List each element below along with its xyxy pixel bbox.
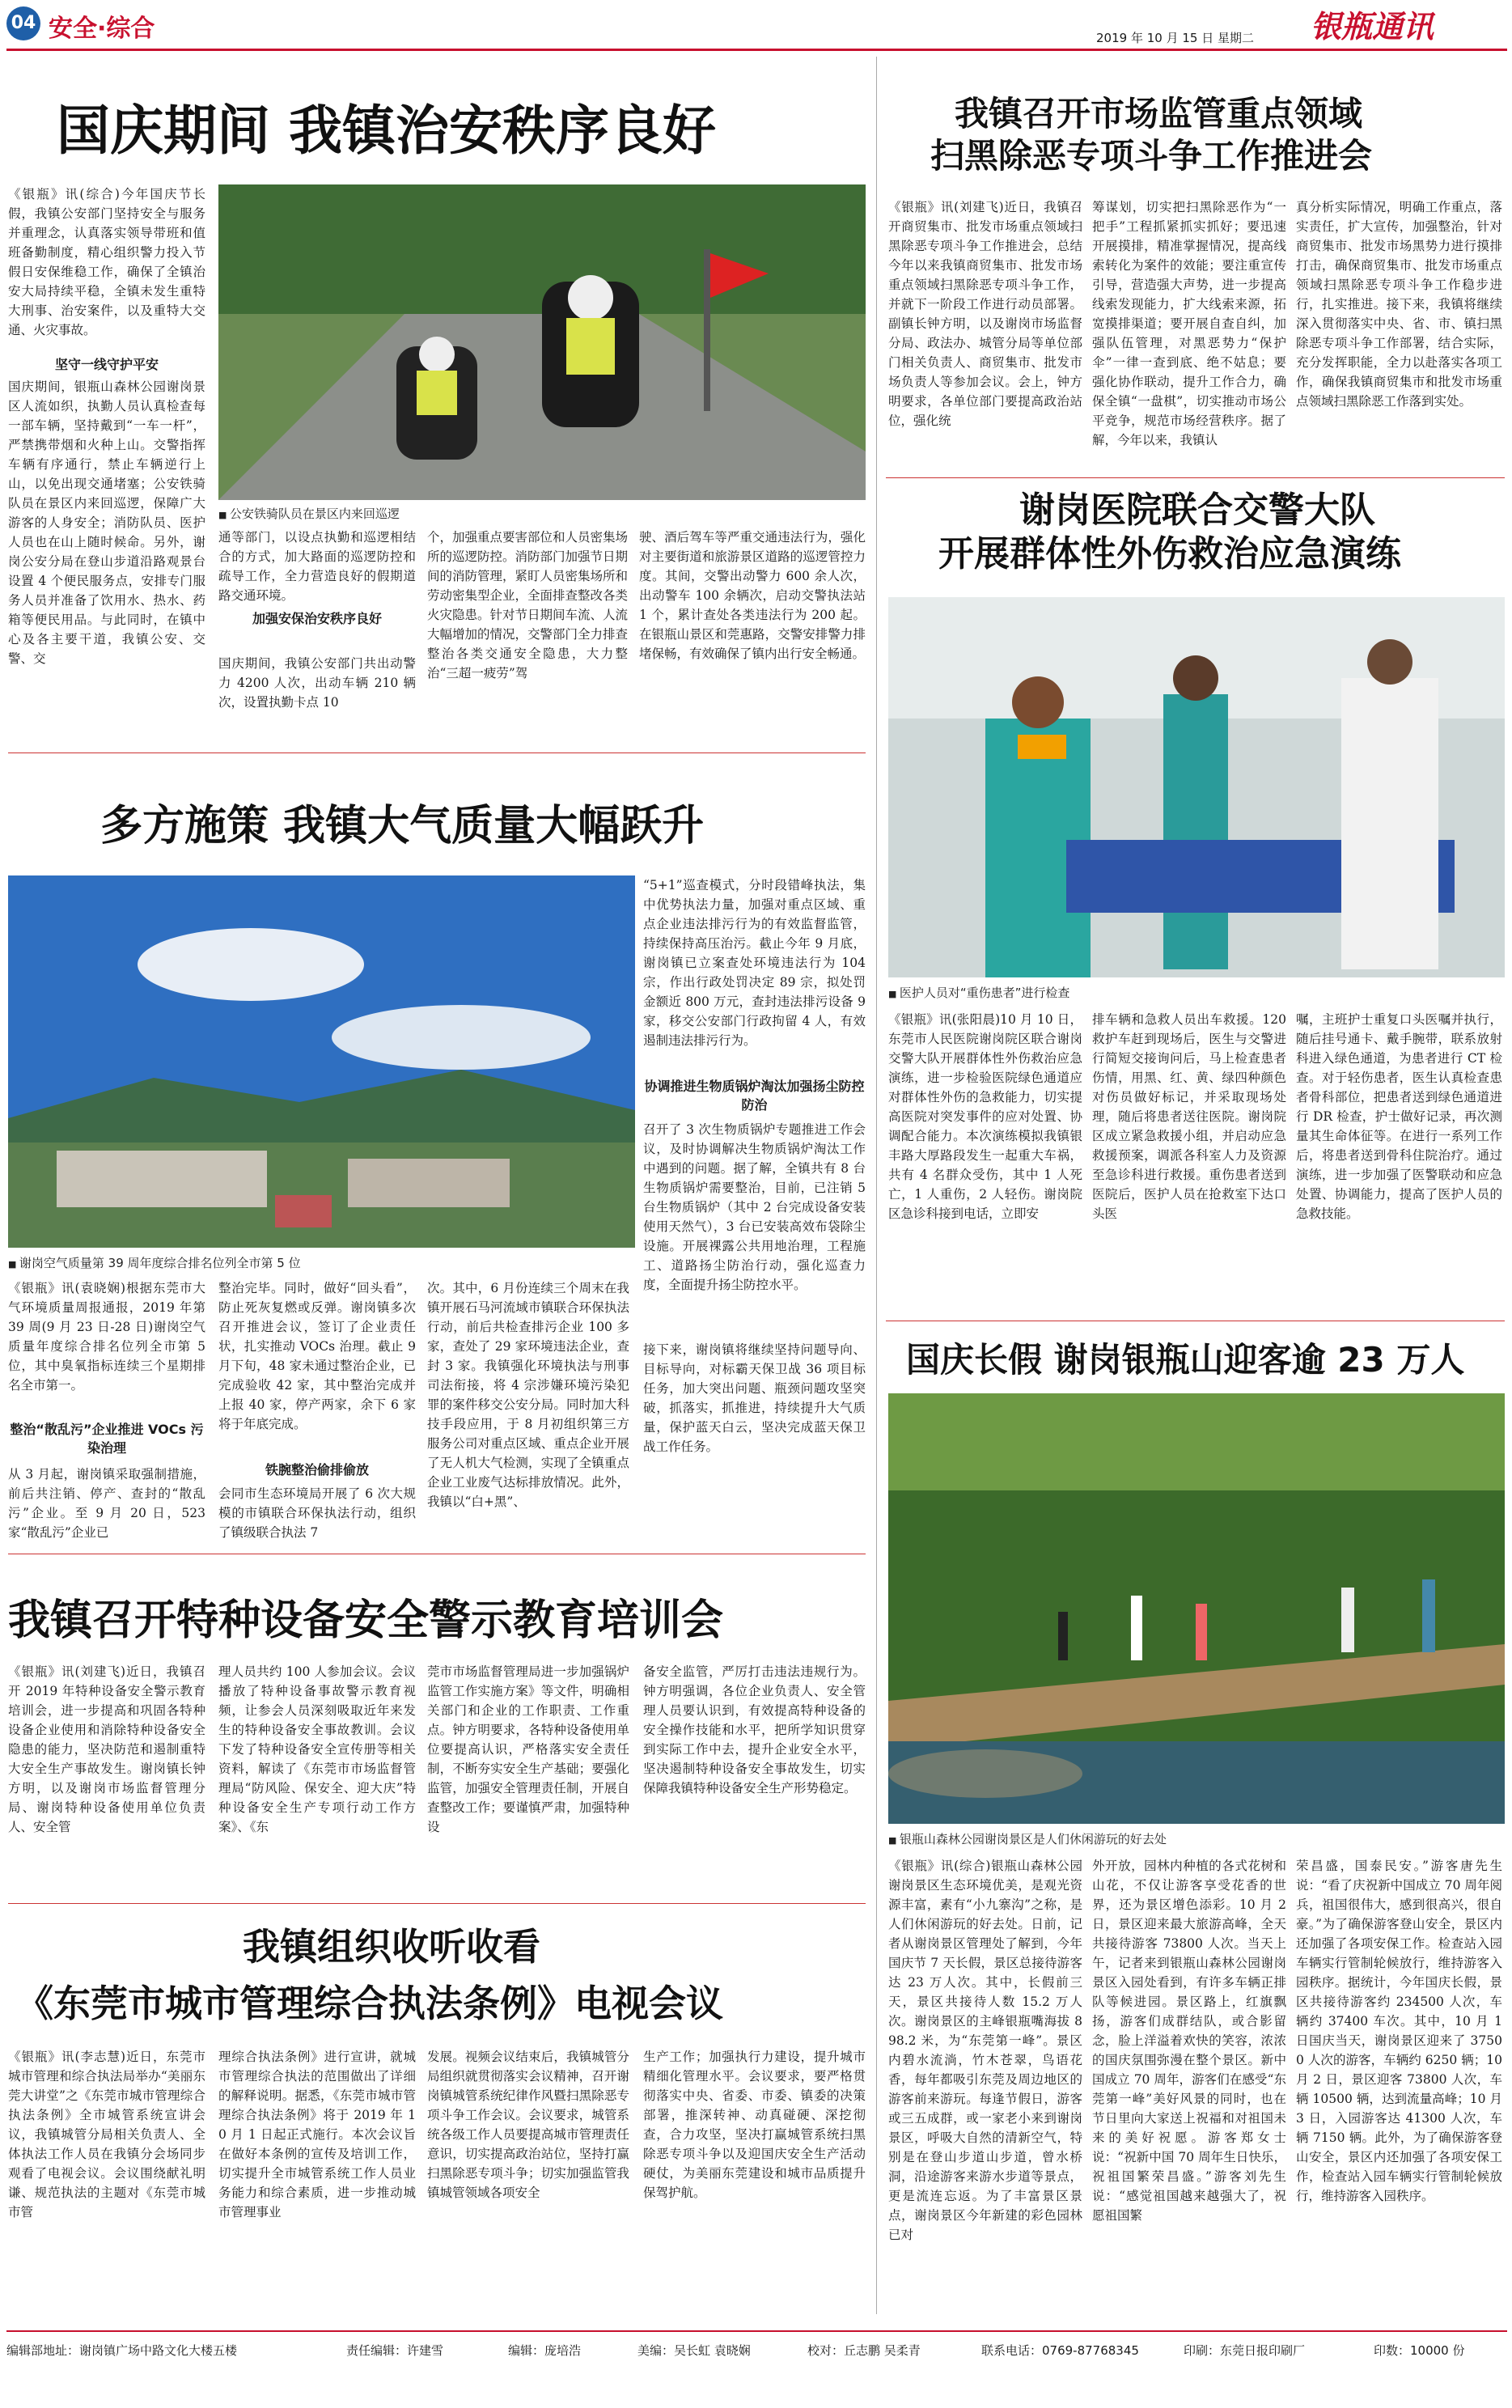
a2-subhead-2: 铁腕整治偷排偷放	[265, 1462, 369, 1477]
footer-art: 美编：吴长虹 袁晓娴	[637, 2343, 751, 2358]
b2-col2: 排车辆和急救人员出车救援。120 救护车赶到现场后，医生与交警进行简短交接询问后，马上检查患者伤情，用黑、红、黄、绿四种颜色对伤员做好标记，并采取现场处理，随后将患者送往医院。谢岗院区成立紧急救援小组，并启动应急救援预案，调派各科室人力及资源至急诊科进行救援。重伤患者送到医院后，医护人员在抢救室下达口头医	[1092, 1012, 1286, 1221]
a4-col2: 理综合执法条例》进行宣讲，就城市管理综合执法的范围做出了详细的解释说明。据悉，《东莞市城市管理综合执法条例》将于 2019 年 10 月 1 日起正式施行。本次会议旨在做好本条例的宣传及培训工作，切实提升全市城管系统工作人员业务能力和综合素质，进一步推动城市管理事业	[218, 2050, 416, 2219]
b1-col2: 筹谋划，切实把扫黑除恶作为“一把手”工程抓紧抓实抓好；要迅速开展摸排，精准掌握情况，提高线索转化为案件的效能；要注重宣传引导，营造强大声势，进一步提高线索发现能力，扩大线索来源，拓宽摸排渠道；要开展自查自纠，加强队伍管理，对黑恶势力“保护伞”一律一查到底、绝不姑息；要强化协作联动，提升工作合力，确保全镇“一盘棋”，切实推动市场公平竞争，规范市场经营秩序。据了解，今年以来，我镇认	[1092, 200, 1286, 447]
section-name: 安全·综合	[49, 15, 155, 43]
a3-col1: 《银瓶》讯(刘建飞)近日，我镇召开 2019 年特种设备安全警示教育培训会，进一步提高和巩固各特种设备企业使用和消除特种设备安全隐患的能力，坚决防范和遏制重特大安全生产事故发生。谢岗镇长钟方明，以及谢岗市场监督管理分局、谢岗特种设备使用单位负责人、安全管	[8, 1664, 205, 1834]
divider-4	[886, 477, 1505, 478]
footer-phone: 联系电话：0769-87768345	[981, 2343, 1139, 2358]
footer-address: 编辑部地址：谢岗镇广场中路文化大楼五楼	[6, 2343, 238, 2358]
page-number-badge: 04	[6, 6, 40, 40]
a2-col1: 《银瓶》讯(袁晓娴)根据东莞市大气环境质量周报通报，2019 年第 39 周(9 月 23 日-28 日)谢岗空气质量年度综合排名位列全市第 5 位，其中臭氧指标连续三个星期排名全市第一。	[8, 1281, 205, 1393]
a2-col4: 接下来，谢岗镇将继续坚持问题导向、目标导向，对标霸天保卫战 36 项目标任务，加大突出问题、瓶颈问题攻坚突破，抓落实，抓推进，持续提升大气质量，保护蓝天白云，坚决完成蓝天保卫战工作任务。	[643, 1342, 866, 1454]
a2-col2b: 会同市生态环境局开展了 6 次大规模的市镇联合环保执法行动，组织了镇级联合执法 7	[218, 1486, 416, 1540]
a2-subhead-1: 整治“散乱污”企业推进 VOCs 污染治理	[10, 1422, 204, 1456]
a2-subhead-right: 协调推进生物质锅炉淘汰加强扬尘防控防治	[644, 1079, 865, 1113]
column-separator	[876, 57, 877, 2314]
headline-regulation-l2: 《东莞市城市管理综合执法条例》电视会议	[16, 1982, 723, 2025]
footer-editor: 责任编辑：许建雪	[346, 2343, 444, 2358]
a4-col1: 《银瓶》讯(李志慧)近日，东莞市城市管理和综合执法局举办“美丽东莞大讲堂”之《东莞市城市管理综合执法条例》全市城管系统宣讲会议，我镇城管分局相关负责人、全体执法工作人员在我镇分会场同步观看了电视会议。会议围绕献礼明谦、规范执法的主题对《东莞市城市管	[8, 2050, 205, 2219]
a2-right-col2: 召开了 3 次生物质锅炉专题推进工作会议，及时协调解决生物质锅炉淘汰工作中遇到的问题。据了解，全镇共有 8 台生物质锅炉需要整治，目前，已注销 5 台生物质锅炉（其中 2 台完成设备安装使用天然气），3 台已安装高效布袋除尘设施。开展裸露公共用地治理，工程施工、道路扬尘防治行动，强化巡查力度，全面提升扬尘防控水平。	[643, 1122, 866, 1292]
headline-tourism: 国庆长假 谢岗银瓶山迎客逾 23 万人	[906, 1340, 1465, 1380]
footer-printer: 印刷：东莞日报印刷厂	[1184, 2343, 1306, 2358]
divider-3	[8, 1903, 866, 1904]
caption-forest-park: ■ 银瓶山森林公园谢岗景区是人们休闲游玩的好去处	[888, 1830, 1167, 1847]
footer-editing: 编辑：庞培浩	[508, 2343, 582, 2358]
issue-date: 2019 年 10 月 15 日 星期二	[1096, 31, 1254, 45]
a1-col4: 驶、酒后驾车等严重交通违法行为，强化对主要街道和旅游景区道路的巡逻管控力度。其间，交警出动警力 600 余人次，出动警车 100 余辆次，启动交警执法站 1 个，累计查处各类违法行为 200 起。在银瓶山景区和莞惠路，交警安排警力排堵保畅，有效确保了镇内出行安全畅通。	[639, 530, 866, 661]
a1-subhead-1: 坚守一线守护平安	[54, 357, 159, 372]
a3-col2: 理人员共约 100 人参加会议。会议播放了特种设备事故警示教育视频，让参会人员深刻吸取近年来发生的特种设备安全事故教训。会议下发了特种设备安全宣传册等相关资料，解读了《东莞市市场监督管理局“防风险、保安全、迎大庆”特种设备安全生产专项行动工作方案》、《东	[218, 1664, 416, 1834]
footer-copies: 印数：10000 份	[1374, 2343, 1465, 2358]
b2-col1: 《银瓶》讯(张阳晨)10 月 10 日，东莞市人民医院谢岗院区联合谢岗交警大队开展群体性外伤救治应急演练，进一步检验医院绿色通道应对群体性外伤的急救能力，切实提高医院对突发事件的应对处置、协调配合能力。本次演练模拟我镇银丰路大厚路段发生一起重大车祸，共有 4 名群众受伤，其中 1 人死亡，1 人重伤，2 人轻伤。谢岗院区急诊科接到电话，立即安	[888, 1012, 1082, 1221]
b2-col3: 嘱，主班护士重复口头医嘱并执行，随后挂号通卡、戴手腕带，联系放射科进入绿色通道，为患者进行 CT 检查。对于轻伤患者，医生认真检查患者骨科部位，把患者送到绿色通道进行 DR 检查，护士做好记录，再次测量其生命体征等。在进行一系列工作后，将患者送到骨科住院治疗。通过演练，进一步加强了医警联动和应急处置、协调能力，提高了医护人员的急救技能。	[1296, 1012, 1502, 1221]
b1-col1: 《银瓶》讯(刘建飞)近日，我镇召开商贸集市、批发市场重点领域扫黑除恶专项斗争工作推进会，总结今年以来我镇商贸集市、批发市场重点领域扫黑除恶专项斗争工作，并就下一阶段工作进行动员部署。副镇长钟方明，以及谢岗市场监督分局、政法办、城管分局等单位部门相关负责人、商贸集市、批发市场负责人等参加会议。会上，钟方明要求，各单位部门要提高政治站位，强化统	[888, 200, 1082, 428]
a1-col3: 个，加强重点要害部位和人员密集场所的巡逻防控。消防部门加强节日期间的消防管理，紧盯人员密集场所和劳动密集型企业，全面排查整改各类火灾隐患。针对节日期间车流、人流大幅增加的情况，交警部门全力排查整治各类交通安全隐患，大力整治“三超一疲劳”驾	[427, 530, 628, 680]
page-header	[0, 0, 1512, 52]
photo-town-aerial	[8, 875, 635, 1248]
photo-hospital-drill	[888, 597, 1505, 977]
newspaper-logo: 银瓶通讯	[1311, 8, 1434, 45]
footer-bar	[6, 2330, 1507, 2364]
a4-col3: 发展。视频会议结束后，我镇城管分局组织就贯彻落实会议精神，召开谢岗镇城管系统纪律作风暨扫黑除恶专项斗争工作会议。会议要求，城管系统各级工作人员要提高城市管理责任意识，切实提高政治站位，坚持打赢扫黑除恶专项斗争；切实加强监管我镇城管领域各项安全	[427, 2050, 629, 2200]
b3-col2: 外开放，园林内种植的各式花树和山花，不仅让游客享受花香的世界，还为景区增色添彩。10 月 2 日，景区迎来最大旅游高峰，全天共接待游客 73800 人次。当天上午，记者来到银瓶山森林公园谢岗景区入园处看到，有许多车辆正排队等候进园。景区路上，红旗飘扬，游客们成群结队，或合影留念，脸上洋溢着欢快的笑容，浓浓的国庆氛围弥漫在整个景区。新中国成立 70 周年，游客们在感受“东莞第一峰”美好风景的同时，也在节日里向大家送上祝福和对祖国未来的美好祝愿。游客郑女士说：“祝新中国 70 周年生日快乐，祝祖国繁荣昌盛。”游客刘先生说：“感觉祖国越来越强大了，祝愿祖国繁	[1092, 1859, 1286, 2223]
a2-col2: 整治完毕。同时，做好“回头看”，防止死灰复燃或反弹。谢岗镇多次召开推进会议，签订了企业责任状，扎实推动 VOCs 治理。截止 9 月下旬，48 家未通过整治企业，已完成验收 42 家，其中整治完成并上报 40 家，停产两家，余下 6 家将于年底完成。	[218, 1281, 416, 1431]
a2-col3: 次。其中，6 月份连续三个周末在我镇开展石马河流域市镇联合环保执法行动，前后共检查排污企业 100 多家，查处了 29 家环境违法企业，查封 3 家。我镇强化环境执法与刑事司法衔接，将 4 宗涉嫌环境污染犯罪的案件移交公安分局。同时加大科技手段应用，于 8 月初组织第三方服务公司对重点区域、重点企业开展了无人机大气检测，实现了全镇重点企业工业废气达标排放情况。此外，我镇以“白+黑”、	[427, 1281, 629, 1509]
b3-col1: 《银瓶》讯(综合)银瓶山森林公园谢岗景区生态环境优美，是观光资源丰富，素有“小九寨沟”之称，是人们休闲游玩的好去处。日前，记者从谢岗景区管理处了解到，今年国庆节 7 天长假，景区总接待游客达 23 万人次。其中，长假前三天，景区共接待人数 15.2 万人次。谢岗景区的主峰银瓶嘴海拔 898.2 米，为“东莞第一峰”。景区内碧水流淌，竹木苍翠，鸟语花香，每年都吸引东莞及周边地区的游客前来游玩。每逢节假日，游客或三五成群，或一家老小来到谢岗景区，呼吸大自然的清新空气，特别是在登山步道山步道，曾水桥洞，沿途游客来游水步道等景点，更是流连忘返。为了丰富景区景点，谢岗景区今年新建的彩色园林已对	[888, 1859, 1082, 2242]
a4-col4: 生产工作；加强执行力建设，提升城市精细化管理水平。会议要求，要严格贯彻落实中央、省委、市委、镇委的决策部署，推深转神、动真碰硬、深挖彻查，合力攻坚，坚决打赢城管系统扫黑除恶专项斗争以及迎国庆安全生产活动硬仗，为美丽东莞建设和城市品质提升保驾护航。	[643, 2050, 866, 2200]
headline-regulation-l1: 我镇组织收听收看	[243, 1925, 540, 1969]
a2-col1b: 从 3 月起，谢岗镇采取强制措施，前后共注销、停产、查封的“散乱污”企业。至 9 月 20 日，523 家“散乱污”企业已	[8, 1467, 205, 1540]
headline-hospital-l1: 谢岗医院联合交警大队	[1019, 490, 1375, 531]
a3-col4: 备安全监管，严厉打击违法违规行为。钟方明强调，各位企业负责人、安全管理人员要认识到，有效提高特种设备的安全操作技能和水平，把所学知识贯穿到实际工作中去，提升企业安全水平，坚决遏制特种设备安全事故发生，切实保障我镇特种设备安全生产形势稳定。	[643, 1664, 866, 1795]
photo-motorcycle-patrol	[218, 184, 866, 500]
headline-equipment-safety: 我镇召开特种设备安全警示教育培训会	[8, 1596, 724, 1645]
caption-town-aerial: ■ 谢岗空气质量第 39 周年度综合排名位列全市第 5 位	[8, 1254, 301, 1271]
a3-col3: 莞市市场监督管理局进一步加强锅炉监管工作实施方案》等文件，明确相关部门和企业的工作职责、工作重点。钟方明要求，各特种设备使用单位要提高认识，严格落实安全责任制，不断夯实安全生产基础；要强化监管，加强安全管理责任制，开展自查整改工作；要谨慎严肃，加强特种设	[427, 1664, 629, 1834]
b3-col3: 荣昌盛，国泰民安。”游客唐先生说：“看了庆祝新中国成立 70 周年阅兵，祖国很伟大，感到很高兴，很自豪。”为了确保游客登山安全，景区内还加强了各项安保工作。检查站入园车辆实行管制轮候放行，维持游客入园秩序。据统计，今年国庆长假，景区共接待游客约 234500 人次，车辆约 37400 车次。其中，10 月 1 日国庆当天，谢岗景区迎来了 37500 人次的游客，车辆约 6250 辆；10 月 2 日，景区迎客 73800 人次，车辆 10500 辆，达到流量高峰；10 月 3 日，入园游客达 41300 人次，车辆 7150 辆。此外，为了确保游客登山安全，景区内还加强了各项安保工作，检查站入园车辆实行管制轮候放行，维持游客入园秩序。	[1296, 1859, 1502, 2203]
a2-right-col: “5+1”巡查模式，分时段错峰执法，集中优势执法力量，加强对重点区域、重点企业违法排污行为的有效监督监管，持续保持高压治污。截止今年 9 月底，谢岗镇已立案查处环境违法行为 104 宗，作出行政处罚决定 89 宗，拟处罚金额近 800 万元，查封违法排污设备 9 家，移交公安部门行政拘留 4 人，有效遏制违法排污行为。	[643, 878, 866, 1048]
header-rule	[6, 49, 1507, 51]
photo-forest-park	[888, 1393, 1505, 1824]
a1-col2: 通等部门，以设点执勤和巡逻相结合的方式，加大路面的巡逻防控和疏导工作，全力营造良好的假期道路交通环境。	[218, 530, 416, 603]
caption-hospital-drill: ■ 医护人员对“重伤患者”进行检查	[888, 984, 1069, 1001]
caption-motorcycle-patrol: ■ 公安铁骑队员在景区内来回巡逻	[218, 505, 400, 522]
headline-hospital-l2: 开展群体性外伤救治应急演练	[938, 533, 1401, 574]
divider-1	[8, 752, 866, 753]
a1-subhead-2: 加强安保治安秩序良好	[252, 611, 382, 626]
headline-security: 国庆期间 我镇治安秩序良好	[57, 100, 716, 162]
a1-lead: 《银瓶》讯(综合)今年国庆节长假，我镇公安部门坚持安全与服务并重理念，认真落实领导带班和值班备勤制度，精心组织警力投入节假日安保维稳工作，确保了全镇治安大局持续平稳，全镇未发生重特大刑事、治安案件，以及重特大交通、火灾事故。	[8, 187, 205, 337]
b1-col3: 真分析实际情况，明确工作重点，落实责任，扩大宣传，加强整治，针对商贸集市、批发市场黑势力进行摸排打击，确保商贸集市、批发市场重点领域扫黑除恶专项斗争工作稳步进行，扎实推进。接下来，我镇将继续深入贯彻落实中央、省、市、镇扫黑除恶专项斗争工作部署，结合实际，充分发挥职能，全力以赴落实各项工作，确保我镇商贸集市和批发市场重点领域扫黑除恶工作落到实处。	[1296, 200, 1502, 409]
headline-air-quality: 多方施策 我镇大气质量大幅跃升	[100, 802, 705, 850]
headline-market-l2: 扫黑除恶专项斗争工作推进会	[930, 136, 1373, 176]
a1-col2b: 国庆期间，我镇公安部门共出动警力 4200 人次，出动车辆 210 辆次，设置执勤卡点 10	[218, 656, 416, 710]
a1-col1: 国庆期间，银瓶山森林公园谢岗景区人流如织，执勤人员认真检查每一部车辆，坚持戴到“一车一杆”，严禁携带烟和火种上山。交警指挥车辆有序通行，禁止车辆逆行上山，以免出现交通堵塞；公安铁骑队员在景区内来回巡逻，保障广大游客的人身安全；消防队员、医护人员也在山上随时候命。另外，谢岗公安分局在登山步道沿路观景台设置 4 个便民服务点，安排专门服务人员并准备了饮用水、热水、药箱等便民用品。与此同时，在镇中心及各主要干道，我镇公安、交警、交	[8, 379, 205, 666]
footer-proof: 校对：丘志鹏 吴柔青	[807, 2343, 921, 2358]
headline-market-l1: 我镇召开市场监管重点领域	[955, 94, 1363, 134]
